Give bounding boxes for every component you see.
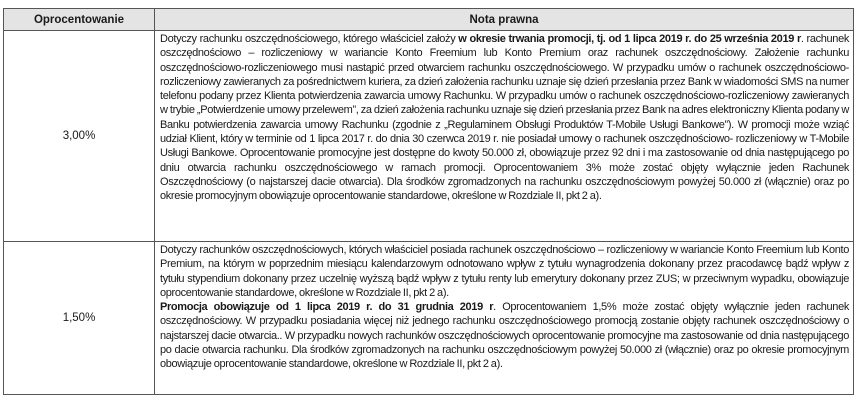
interest-rate-table [3, 8, 854, 395]
table-row [4, 31, 854, 242]
header-rate: Oprocentowanie [4, 9, 155, 31]
promo-period-text: w okresie trwania promocji, tj. od 1 lipca 2019 r. do 25 września 2019 r [458, 33, 801, 45]
note-text: Dotyczy rachunków oszczędnościowych, których właściciel posiada rachunek oszczędnościowo – rozliczeniowy w wariancie Konto Freemium lub Konto Premium, na którym w poprzednim miesiącu kalendarzowym odnotowano wpływ z tytułu wynagrodzenia dokonany przez pracodawcę bądź wpływ z tytułu stypendium dokonany przez uczelnię wyższą bądź wpływ z tytułu renty lub emerytury dokonany przez ZUS; w przeciwnym wypadku, obowiązuje oprocentowanie standardowe, określone w Rozdziale II, pkt 2 a). [160, 244, 849, 299]
legal-note-cell [155, 242, 854, 395]
table-header-row [4, 9, 854, 31]
legal-note-paragraph [160, 243, 849, 300]
promo-period-text: Promocja obowiązuje od 1 lipca 2019 r. do 31 grudnia 2019 r [160, 301, 494, 314]
legal-note-cell [155, 31, 854, 242]
header-legal-note: Nota prawna [155, 9, 854, 31]
table-row [4, 242, 854, 395]
note-text: Dotyczy rachunku oszczędnościowego, którego właściciel założy [160, 33, 459, 45]
note-text: . Oprocentowaniem 1,5% może zostać objęty wyłącznie jeden rachunek oszczędnościowy. W przypadku posiadania więcej niż jednego rachunku oszczędnościowego promocją zostanie objęty rachunek oszczędnościowy o najstarszej dacie otwarcia.. W przypadku nowych rachunków oszczędnościowych oprocentowanie promocyjne ma zastosowanie od dnia następującego po dacie otwarcia rachunku. Dla środków zgromadzonych na rachunku oszczędnościowym powyżej 50.000 zł (włącznie) oraz po okresie promocyjnym obowiązuje oprocentowanie standardowe, określone w Rozdziale II, pkt 2 a). [160, 301, 849, 371]
legal-note-paragraph [160, 300, 849, 371]
rate-cell: 3,00% [4, 31, 155, 242]
rate-cell: 1,50% [4, 242, 155, 395]
note-text: . rachunek oszczędnościowo – rozliczeniowy w wariancie Konto Freemium lub Konto Premium oraz rachunek oszczędnościowy. Założenie rachunku oszczędnościowo-rozliczeniowego musi nastąpić przed otwarciem rachunku oszczędnościowego. W przypadku umów o rachunek oszczędnościowo-rozliczeniowy zawieranych za pośrednictwem kuriera, za dzień założenia rachunku uznaje się dzień przesłania przez Bank w wiadomości SMS na numer telefonu podany przez Klienta potwierdzenia zawarcia umowy Rachunku. W przypadku umów o rachunek oszczędnościowo-rozliczeniowy zawieranych w trybie „Potwierdzenie umowy przelewem”, za dzień założenia rachunku uznaje się dzień przesłania przez Bank na adres elektroniczny Klienta podany w Banku potwierdzenia zawarcia umowy Rachunku (zgodnie z „Regulaminem Obsługi Produktów T-Mobile Usługi Bankowe”). W promocji może wziąć udział Klient, który w terminie od 1 lipca 2017 r. do dnia 30 czerwca 2019 r. nie posiadał umowy o rachunek oszczędnościowo- rozliczeniowy w T-Mobile Usługi Bankowe. Oprocentowanie promocyjne jest dostępne do kwoty 50.000 zł, obowiązuje przez 92 dni i ma zastosowanie od dnia następującego po dniu otwarcia rachunku oszczędnościowego w ramach promocji. Oprocentowaniem 3% może zostać objęty wyłącznie jeden Rachunek Oszczędnościowy (o najstarszej dacie otwarcia). Dla środków zgromadzonych na rachunku oszczędnościowym powyżej 50.000 zł (włącznie) oraz po okresie promocyjnym obowiązuje oprocentowanie standardowe, określone w Rozdziale II, pkt 2 a). [160, 33, 849, 203]
legal-note-paragraph [160, 32, 849, 204]
